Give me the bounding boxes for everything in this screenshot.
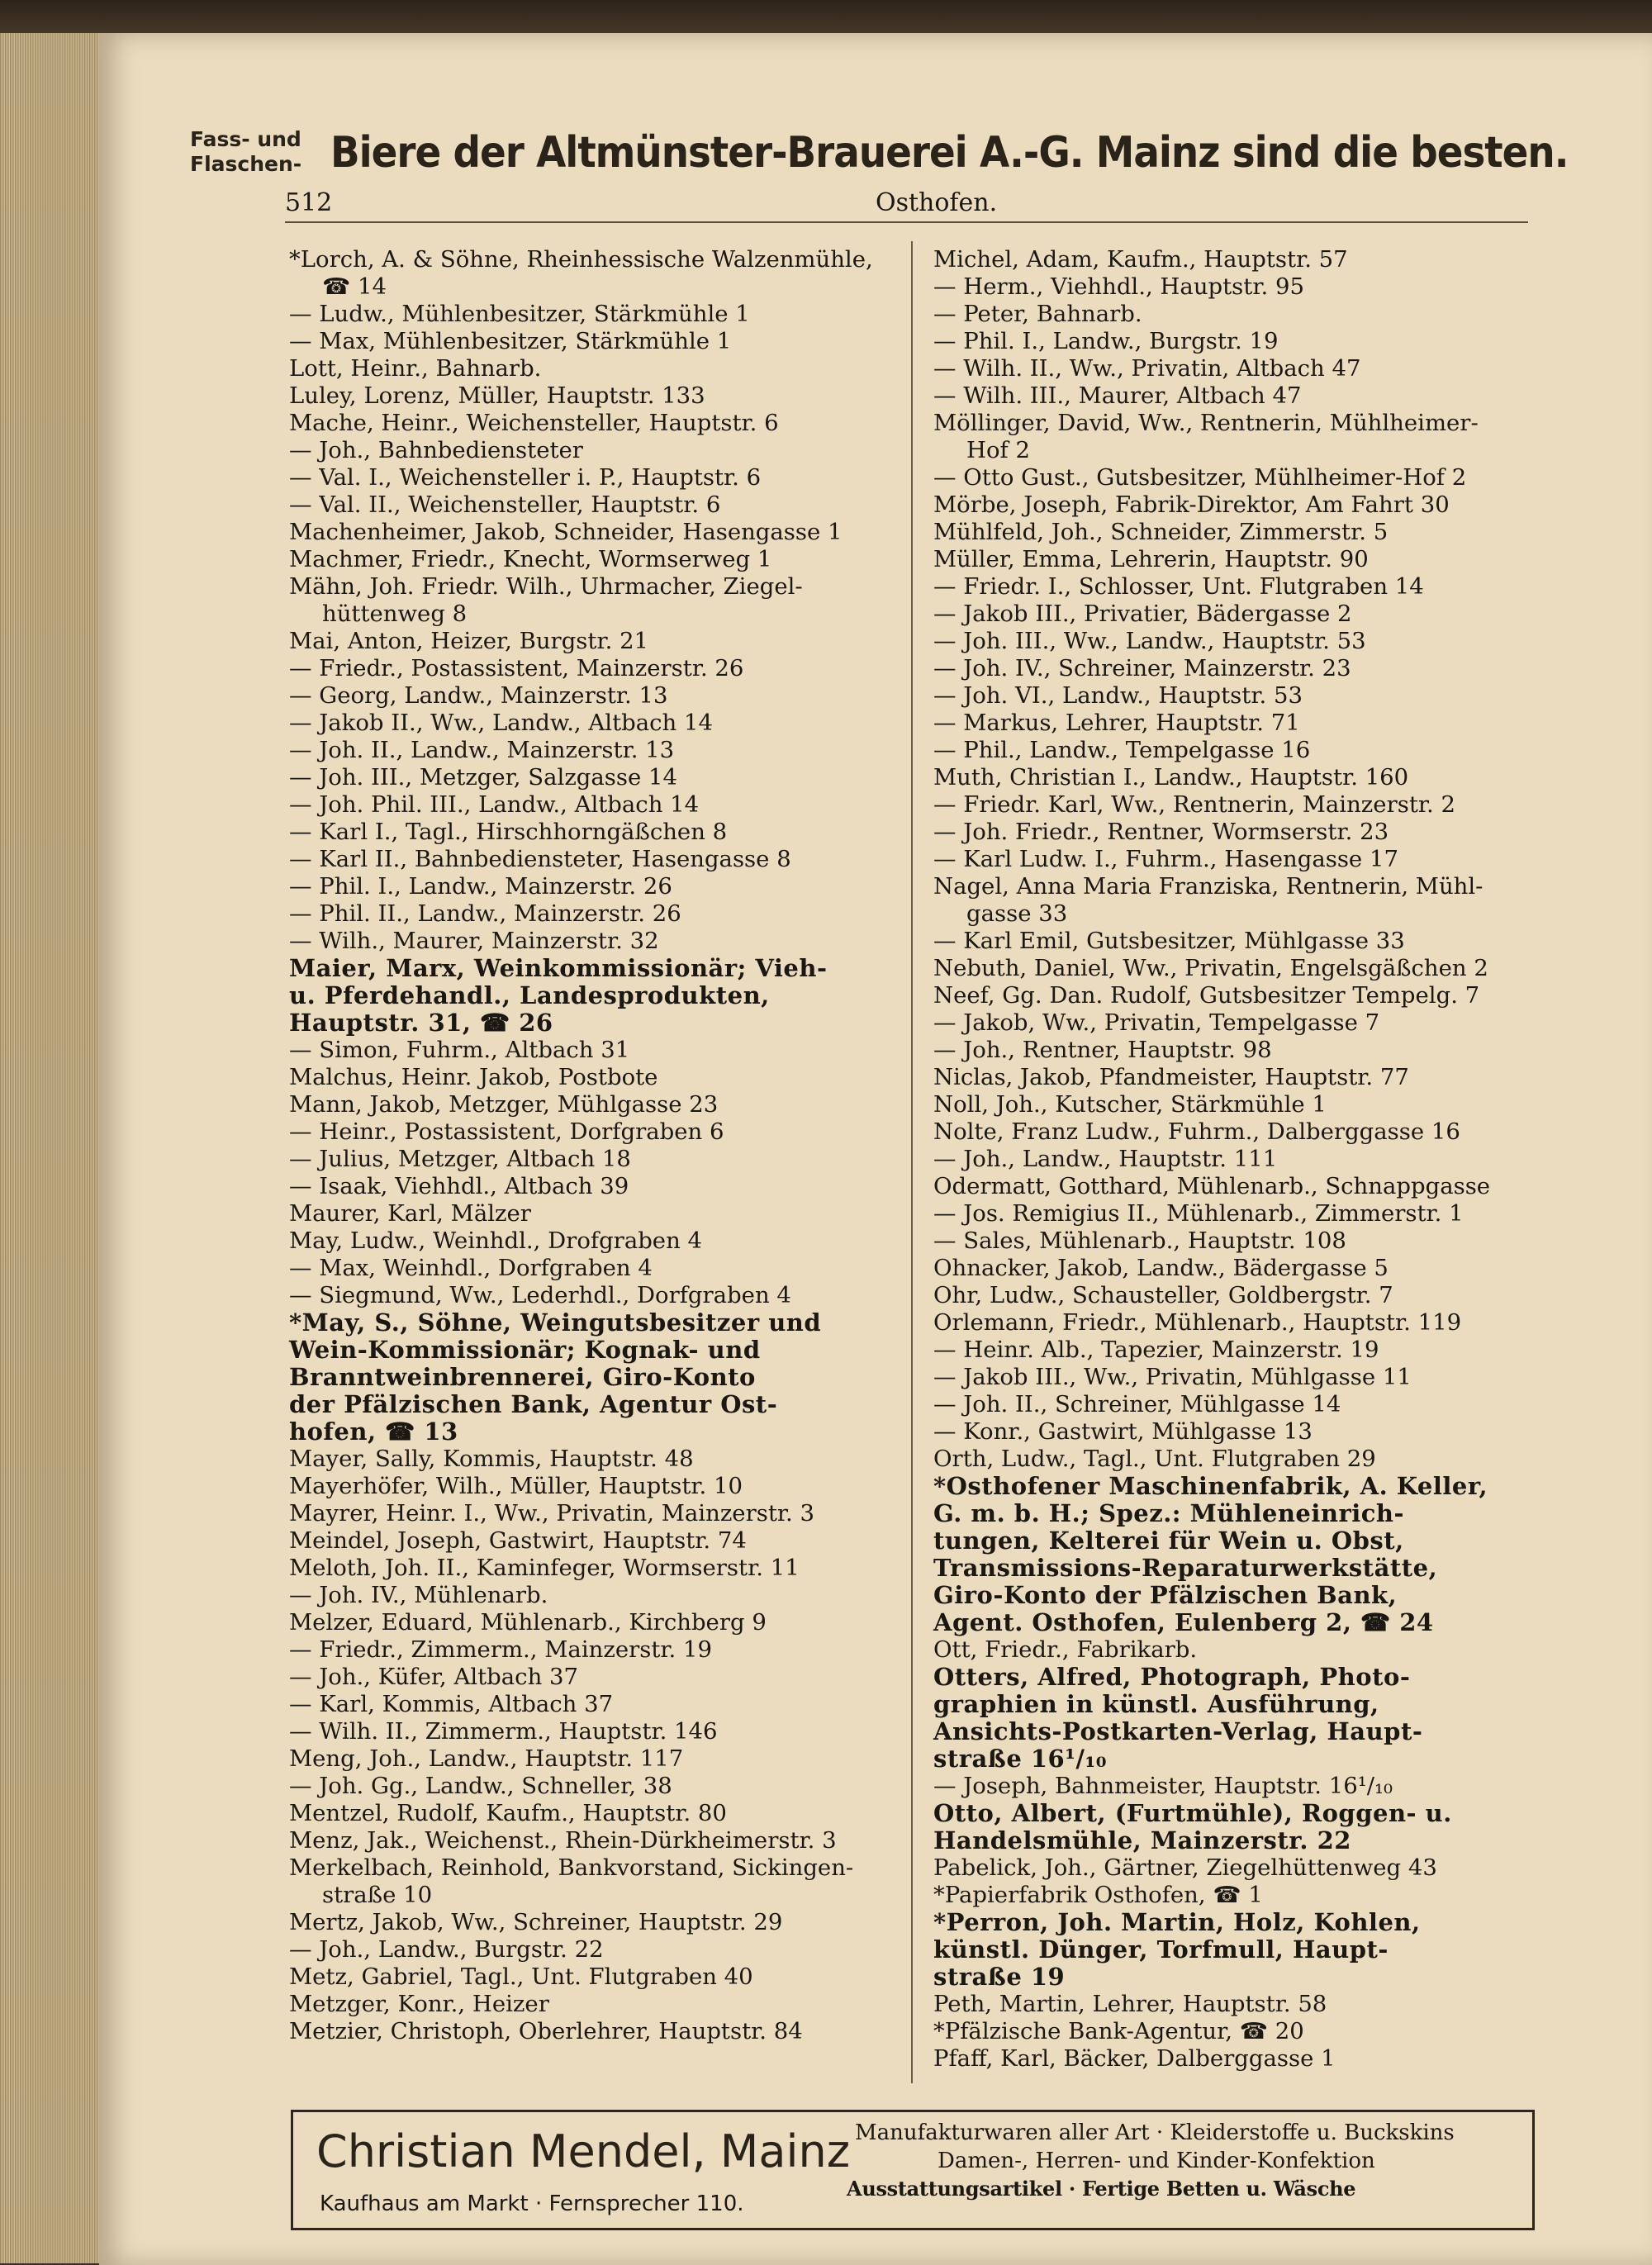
directory-entry: Maurer, Karl, Mälzer [289, 1200, 531, 1227]
directory-entry: *Lorch, A. & Söhne, Rheinhessische Walzenmühle, [289, 246, 873, 273]
header-headline: Biere der Altmünster-Brauerei A.-G. Mainz sind die besten. [330, 128, 1569, 178]
directory-entry: — Max, Weinhdl., Dorfgraben 4 [289, 1255, 653, 1281]
directory-entry: — Joh., Landw., Burgstr. 22 [289, 1936, 604, 1963]
directory-entry: — Val. I., Weichensteller i. P., Hauptstr. 6 [289, 464, 762, 491]
directory-entry: Branntweinbrennerei, Giro-Konto [289, 1363, 756, 1391]
directory-entry: straße 16¹/₁₀ [933, 1745, 1107, 1773]
directory-entry: — Sales, Mühlenarb., Hauptstr. 108 [933, 1227, 1346, 1254]
page-title: Osthofen. [876, 188, 998, 217]
directory-entry: — Markus, Lehrer, Hauptstr. 71 [933, 710, 1300, 736]
directory-entry: Lott, Heinr., Bahnarb. [289, 355, 542, 382]
directory-entry: — Joh., Landw., Hauptstr. 111 [933, 1146, 1278, 1172]
directory-entry: — Isaak, Viehhdl., Altbach 39 [289, 1173, 629, 1199]
directory-entry: Mache, Heinr., Weichensteller, Hauptstr. 6 [289, 410, 779, 436]
directory-entry: — Jakob III., Ww., Privatin, Mühlgasse 11 [933, 1364, 1412, 1390]
directory-entry: — Georg, Landw., Mainzerstr. 13 [289, 682, 668, 709]
directory-entry: Odermatt, Gotthard, Mühlenarb., Schnappgasse [933, 1173, 1491, 1199]
directory-entry: Giro-Konto der Pfälzischen Bank, [933, 1581, 1398, 1609]
directory-entry: — Wilh., Maurer, Mainzerstr. 32 [289, 928, 659, 954]
directory-entry: tungen, Kelterei für Wein u. Obst, [933, 1527, 1404, 1555]
directory-entry: Mayrer, Heinr. I., Ww., Privatin, Mainzerstr. 3 [289, 1500, 814, 1527]
directory-entry: Otters, Alfred, Photograph, Photo- [933, 1663, 1411, 1691]
directory-entry: Mayerhöfer, Wilh., Müller, Hauptstr. 10 [289, 1473, 743, 1499]
directory-entry: — Joh. III., Ww., Landw., Hauptstr. 53 [933, 628, 1366, 654]
directory-entry: Peth, Martin, Lehrer, Hauptstr. 58 [933, 1991, 1327, 2017]
directory-entry: graphien in künstl. Ausführung, [933, 1690, 1379, 1718]
directory-entry: Pabelick, Joh., Gärtner, Ziegelhüttenweg 43 [933, 1854, 1437, 1881]
directory-entry: Michel, Adam, Kaufm., Hauptstr. 57 [933, 246, 1348, 273]
directory-entry: Möllinger, David, Ww., Rentnerin, Mühlheimer- [933, 410, 1479, 436]
directory-entry: — Karl Ludw. I., Fuhrm., Hasengasse 17 [933, 846, 1398, 872]
directory-entry: Menz, Jak., Weichenst., Rhein-Dürkheimerstr. 3 [289, 1827, 837, 1854]
directory-entry: — Joh. II., Schreiner, Mühlgasse 14 [933, 1391, 1341, 1417]
directory-entry: Mann, Jakob, Metzger, Mühlgasse 23 [289, 1091, 719, 1118]
directory-entry: Ohnacker, Jakob, Landw., Bädergasse 5 [933, 1255, 1389, 1281]
directory-entry: der Pfälzischen Bank, Agentur Ost- [289, 1390, 778, 1418]
page-number: 512 [285, 188, 333, 217]
ad-line-3: Ausstattungsartikel · Fertige Betten u. Wäsche [847, 2177, 1356, 2201]
directory-entry: — Jos. Remigius II., Mühlenarb., Zimmerstr. 1 [933, 1200, 1464, 1227]
directory-entry: gasse 33 [966, 900, 1068, 927]
directory-entry: Mentzel, Rudolf, Kaufm., Hauptstr. 80 [289, 1800, 727, 1826]
directory-entry: Transmissions-Reparaturwerkstätte, [933, 1554, 1438, 1582]
directory-entry: künstl. Dünger, Torfmull, Haupt- [933, 1935, 1389, 1963]
directory-entry: — Karl, Kommis, Altbach 37 [289, 1691, 614, 1717]
footer-advertisement [291, 2110, 1535, 2230]
directory-entry: Pfaff, Karl, Bäcker, Dalberggasse 1 [933, 2045, 1336, 2072]
directory-entry: — Siegmund, Ww., Lederhdl., Dorfgraben 4 [289, 1282, 791, 1308]
directory-entry: — Jakob III., Privatier, Bädergasse 2 [933, 601, 1352, 627]
directory-entry: — Wilh. II., Ww., Privatin, Altbach 47 [933, 355, 1361, 382]
directory-entry: Mertz, Jakob, Ww., Schreiner, Hauptstr. 29 [289, 1909, 783, 1935]
directory-entry: — Friedr. Karl, Ww., Rentnerin, Mainzerstr. 2 [933, 791, 1455, 818]
directory-entry: Maier, Marx, Weinkommissionär; Vieh- [289, 954, 828, 982]
directory-entry: — Jakob, Ww., Privatin, Tempelgasse 7 [933, 1009, 1380, 1036]
page-header-ad [190, 124, 1569, 182]
header-small-label [190, 127, 322, 177]
directory-entry: — Peter, Bahnarb. [933, 301, 1142, 327]
directory-entry: — Simon, Fuhrm., Altbach 31 [289, 1037, 630, 1063]
directory-entry: — Konr., Gastwirt, Mühlgasse 13 [933, 1418, 1313, 1445]
ad-line-2: Damen-, Herren- und Kinder-Konfektion [938, 2149, 1375, 2173]
ad-address: Kaufhaus am Markt · Fernsprecher 110. [320, 2191, 744, 2216]
directory-entry: Melzer, Eduard, Mühlenarb., Kirchberg 9 [289, 1609, 767, 1636]
directory-entry: Otto, Albert, (Furtmühle), Roggen- u. [933, 1799, 1452, 1827]
directory-entry: — Joh. Friedr., Rentner, Wormserstr. 23 [933, 819, 1389, 845]
directory-entry: *Perron, Joh. Martin, Holz, Kohlen, [933, 1908, 1421, 1936]
directory-entry: May, Ludw., Weinhdl., Drofgraben 4 [289, 1227, 703, 1254]
directory-entry: — Karl I., Tagl., Hirschhorngäßchen 8 [289, 819, 728, 845]
right-column [933, 246, 1528, 2073]
directory-entry: — Ludw., Mühlenbesitzer, Stärkmühle 1 [289, 301, 750, 327]
header-small-line-2: Flaschen- [190, 152, 302, 176]
directory-entry: Orth, Ludw., Tagl., Unt. Flutgraben 29 [933, 1446, 1376, 1472]
directory-entry: Nagel, Anna Maria Franziska, Rentnerin, Mühl- [933, 873, 1483, 900]
directory-entry: — Herm., Viehhdl., Hauptstr. 95 [933, 273, 1304, 300]
directory-entry: Metzier, Christoph, Oberlehrer, Hauptstr. 84 [289, 2018, 803, 2044]
directory-entry: — Phil., Landw., Tempelgasse 16 [933, 737, 1311, 763]
directory-entry: — Joseph, Bahnmeister, Hauptstr. 16¹/₁₀ [933, 1773, 1393, 1799]
directory-entry: Mayer, Sally, Kommis, Hauptstr. 48 [289, 1446, 694, 1472]
directory-entry: Orlemann, Friedr., Mühlenarb., Hauptstr. 119 [933, 1309, 1462, 1336]
directory-entry: — Phil. I., Landw., Mainzerstr. 26 [289, 873, 672, 900]
directory-entry: — Wilh. II., Zimmerm., Hauptstr. 146 [289, 1718, 718, 1745]
directory-entry: ☎ 14 [322, 273, 387, 300]
directory-entry: Machenheimer, Jakob, Schneider, Hasengasse 1 [289, 519, 843, 545]
directory-entry: Hof 2 [966, 437, 1030, 463]
directory-entry: Luley, Lorenz, Müller, Hauptstr. 133 [289, 382, 705, 409]
directory-entry: — Joh. Phil. III., Landw., Altbach 14 [289, 791, 700, 818]
ad-line-1: Manufakturwaren aller Art · Kleiderstoffe u. Buckskins [855, 2120, 1455, 2145]
directory-entry: Metzger, Konr., Heizer [289, 1991, 549, 2017]
directory-entry: — Phil. II., Landw., Mainzerstr. 26 [289, 900, 681, 927]
left-column [289, 246, 896, 2045]
directory-entry: — Joh. IV., Mühlenarb. [289, 1582, 548, 1608]
directory-entry: Malchus, Heinr. Jakob, Postbote [289, 1064, 658, 1090]
directory-entry: straße 19 [933, 1963, 1066, 1991]
directory-entry: — Joh. IV., Schreiner, Mainzerstr. 23 [933, 655, 1351, 681]
directory-entry: — Max, Mühlenbesitzer, Stärkmühle 1 [289, 328, 732, 354]
directory-entry: — Otto Gust., Gutsbesitzer, Mühlheimer-Hof 2 [933, 464, 1467, 491]
directory-entry: Niclas, Jakob, Pfandmeister, Hauptstr. 77 [933, 1064, 1409, 1090]
directory-entry: Nebuth, Daniel, Ww., Privatin, Engelsgäßchen 2 [933, 955, 1488, 981]
directory-entry: — Heinr., Postassistent, Dorfgraben 6 [289, 1118, 724, 1145]
directory-entry: — Val. II., Weichensteller, Hauptstr. 6 [289, 491, 721, 518]
directory-entry: *Papierfabrik Osthofen, ☎ 1 [933, 1882, 1263, 1908]
directory-entry: — Joh. VI., Landw., Hauptstr. 53 [933, 682, 1303, 709]
ad-company-name: Christian Mendel, Mainz [316, 2125, 851, 2177]
directory-entry: Handelsmühle, Mainzerstr. 22 [933, 1826, 1351, 1854]
directory-entry: — Joh. III., Metzger, Salzgasse 14 [289, 764, 678, 791]
directory-entry: — Friedr., Zimmerm., Mainzerstr. 19 [289, 1636, 712, 1663]
directory-entry: — Joh., Küfer, Altbach 37 [289, 1664, 579, 1690]
directory-entry: Mähn, Joh. Friedr. Wilh., Uhrmacher, Ziegel- [289, 573, 803, 600]
directory-entry: Agent. Osthofen, Eulenberg 2, ☎ 24 [933, 1608, 1434, 1636]
directory-entry: *Pfälzische Bank-Agentur, ☎ 20 [933, 2018, 1304, 2044]
directory-entry: — Phil. I., Landw., Burgstr. 19 [933, 328, 1279, 354]
directory-entry: Mühlfeld, Joh., Schneider, Zimmerstr. 5 [933, 519, 1389, 545]
directory-entry: Meloth, Joh. II., Kaminfeger, Wormserstr. 11 [289, 1555, 800, 1581]
directory-entry: Metz, Gabriel, Tagl., Unt. Flutgraben 40 [289, 1963, 753, 1990]
directory-entry: Nolte, Franz Ludw., Fuhrm., Dalberggasse 16 [933, 1118, 1460, 1145]
directory-entry: — Joh. II., Landw., Mainzerstr. 13 [289, 737, 675, 763]
directory-entry: hofen, ☎ 13 [289, 1417, 458, 1446]
directory-entry: straße 10 [322, 1882, 433, 1908]
directory-entry: Mörbe, Joseph, Fabrik-Direktor, Am Fahrt 30 [933, 491, 1450, 518]
page-title-line [285, 188, 1528, 223]
directory-entry: u. Pferdehandl., Landesprodukten, [289, 981, 770, 1009]
directory-entry: — Karl Emil, Gutsbesitzer, Mühlgasse 33 [933, 928, 1405, 954]
directory-entry: Wein-Kommissionär; Kognak- und [289, 1336, 761, 1364]
column-divider [911, 241, 913, 2083]
directory-entry: Meng, Joh., Landw., Hauptstr. 117 [289, 1745, 684, 1772]
directory-entry: Hauptstr. 31, ☎ 26 [289, 1009, 553, 1037]
directory-entry: Meindel, Joseph, Gastwirt, Hauptstr. 74 [289, 1527, 747, 1554]
book-page-edges [0, 33, 99, 2263]
directory-entry: *Osthofener Maschinenfabrik, A. Keller, [933, 1472, 1488, 1500]
directory-entry: Müller, Emma, Lehrerin, Hauptstr. 90 [933, 546, 1369, 572]
directory-entry: — Karl II., Bahnbediensteter, Hasengasse 8 [289, 846, 791, 872]
directory-entry: — Joh. Gg., Landw., Schneller, 38 [289, 1773, 672, 1799]
directory-entry: Machmer, Friedr., Knecht, Wormserweg 1 [289, 546, 772, 572]
header-small-line-1: Fass- und [190, 127, 301, 151]
directory-entry: — Julius, Metzger, Altbach 18 [289, 1146, 631, 1172]
directory-entry: — Wilh. III., Maurer, Altbach 47 [933, 382, 1302, 409]
directory-entry: Noll, Joh., Kutscher, Stärkmühle 1 [933, 1091, 1327, 1118]
directory-entry: — Jakob II., Ww., Landw., Altbach 14 [289, 710, 713, 736]
directory-entry: — Joh., Bahnbediensteter [289, 437, 583, 463]
directory-entry: Mai, Anton, Heizer, Burgstr. 21 [289, 628, 649, 654]
directory-entry: — Friedr. I., Schlosser, Unt. Flutgraben 14 [933, 573, 1424, 600]
directory-entry: hüttenweg 8 [322, 601, 468, 627]
directory-entry: Merkelbach, Reinhold, Bankvorstand, Sickingen- [289, 1854, 854, 1881]
directory-entry: *May, S., Söhne, Weingutsbesitzer und [289, 1308, 822, 1337]
directory-entry: — Joh., Rentner, Hauptstr. 98 [933, 1037, 1272, 1063]
directory-entry: — Friedr., Postassistent, Mainzerstr. 26 [289, 655, 744, 681]
directory-entry: Neef, Gg. Dan. Rudolf, Gutsbesitzer Tempelg. 7 [933, 982, 1480, 1009]
directory-entry: Ansichts-Postkarten-Verlag, Haupt- [933, 1717, 1423, 1745]
directory-entry: Ohr, Ludw., Schausteller, Goldbergstr. 7 [933, 1282, 1393, 1308]
directory-entry: Muth, Christian I., Landw., Hauptstr. 160 [933, 764, 1409, 791]
directory-entry: G. m. b. H.; Spez.: Mühleneinrich- [933, 1499, 1405, 1527]
directory-entry: Ott, Friedr., Fabrikarb. [933, 1636, 1198, 1663]
directory-entry: — Heinr. Alb., Tapezier, Mainzerstr. 19 [933, 1337, 1379, 1363]
